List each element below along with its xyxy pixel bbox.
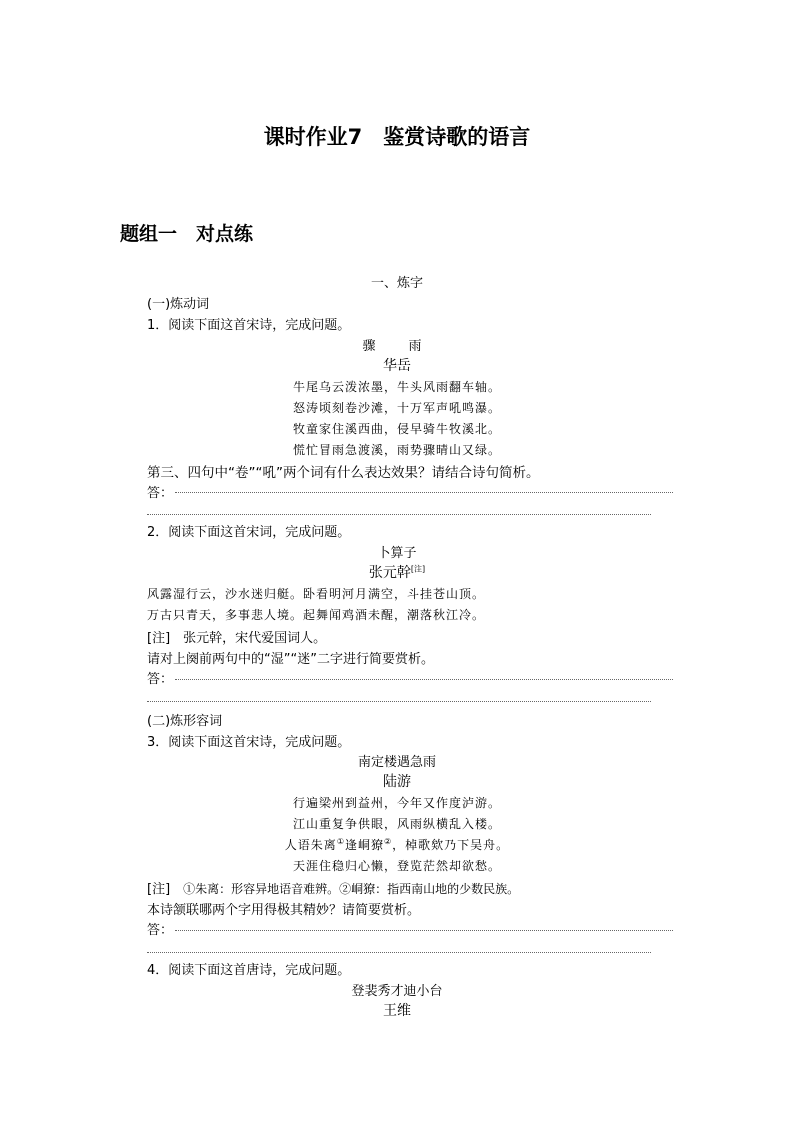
q2-answer-line-1 bbox=[175, 679, 673, 680]
q3-note-text: ①朱离：形容异地语音难辨。②峒獠：指西南山地的少数民族。 bbox=[183, 882, 520, 896]
q3-note bbox=[147, 878, 519, 897]
part1-heading: (一)炼动词 bbox=[147, 297, 210, 312]
q1-answer-line-2 bbox=[147, 514, 651, 515]
q3-line-3-c: ，棹歌欸乃下吴舟。 bbox=[392, 838, 510, 852]
q3-line-3-b: 逢峒獠 bbox=[344, 838, 384, 852]
q4-prompt: 4．阅读下面这首唐诗，完成问题。 bbox=[147, 963, 351, 978]
q3-line-3-a: 人语朱离 bbox=[284, 838, 337, 852]
q3-line-1: 行遍梁州到益州，今年又作度泸游。 bbox=[292, 796, 501, 810]
part2-heading: (二)炼形容词 bbox=[147, 714, 223, 729]
q3-answer-line-1 bbox=[175, 930, 673, 931]
q1-line-1: 牛尾乌云泼浓墨，牛头风雨翻车轴。 bbox=[292, 380, 501, 394]
q3-line-3-mark-2: ② bbox=[384, 837, 393, 846]
q1-poem-title: 骤 雨 bbox=[362, 339, 432, 354]
q2-prompt: 2．阅读下面这首宋词，完成问题。 bbox=[147, 525, 351, 540]
section-heading: 一、炼字 bbox=[370, 276, 423, 291]
q2-poem-title: 卜算子 bbox=[377, 546, 417, 561]
q3-note-label: [注] bbox=[147, 882, 171, 897]
q3-line-3 bbox=[0, 836, 794, 853]
q2-line-1: 风露湿行云，沙水迷归艇。卧看明河月满空，斗挂苍山顶。 bbox=[147, 587, 486, 601]
q1-prompt: 1．阅读下面这首宋诗，完成问题。 bbox=[147, 318, 351, 333]
q3-answer-label: 答： bbox=[147, 923, 174, 938]
q1-author: 华岳 bbox=[383, 358, 411, 374]
q2-answer-line-2 bbox=[147, 701, 651, 702]
q3-line-4: 天涯住稳归心懒，登览茫然却欲愁。 bbox=[292, 859, 501, 873]
q3-answer-line-2 bbox=[147, 952, 651, 953]
q4-poem-title: 登裴秀才迪小台 bbox=[351, 984, 443, 999]
q2-line-2: 万古只青天，多事悲人境。起舞闻鸡酒未醒，潮落秋江冷。 bbox=[147, 608, 486, 622]
q3-line-2: 江山重复争供眼，风雨纵横乱入楼。 bbox=[292, 817, 501, 831]
q1-question: 第三、四句中“卷”“吼”两个词有什么表达效果？请结合诗句简析。 bbox=[147, 465, 540, 481]
q3-poem-title: 南定楼遇急雨 bbox=[357, 755, 436, 770]
q1-line-3: 牧童家住溪西曲，侵早骑牛牧溪北。 bbox=[292, 422, 501, 436]
q2-answer-label: 答： bbox=[147, 672, 174, 687]
q1-line-2: 怒涛顷刻卷沙滩，十万军声吼鸣瀑。 bbox=[292, 401, 501, 415]
q4-author: 王维 bbox=[383, 1003, 411, 1019]
group-title: 题组一 对点练 bbox=[120, 223, 254, 245]
q2-author: 张元幹 bbox=[368, 565, 411, 581]
q3-line-3-mark-1: ① bbox=[336, 837, 345, 846]
q3-author: 陆游 bbox=[383, 774, 411, 790]
q1-line-4: 慌忙冒雨急渡溪，雨势骤晴山又绿。 bbox=[292, 443, 501, 457]
q2-author-note-mark: [注] bbox=[410, 564, 426, 574]
q1-answer-label: 答： bbox=[147, 486, 174, 501]
q3-prompt: 3．阅读下面这首宋诗，完成问题。 bbox=[147, 735, 351, 750]
page-title: 课时作业7 鉴赏诗歌的语言 bbox=[263, 125, 531, 149]
q3-question: 本诗颔联哪两个字用得极其精妙？请简要赏析。 bbox=[147, 903, 421, 918]
q2-question: 请对上阕前两句中的“湿”“迷”二字进行简要赏析。 bbox=[147, 652, 434, 667]
q2-author-wrap bbox=[0, 562, 794, 582]
q1-answer-line-1 bbox=[175, 492, 673, 493]
q2-note: [注] 张元幹，宋代爱国词人。 bbox=[147, 631, 327, 646]
